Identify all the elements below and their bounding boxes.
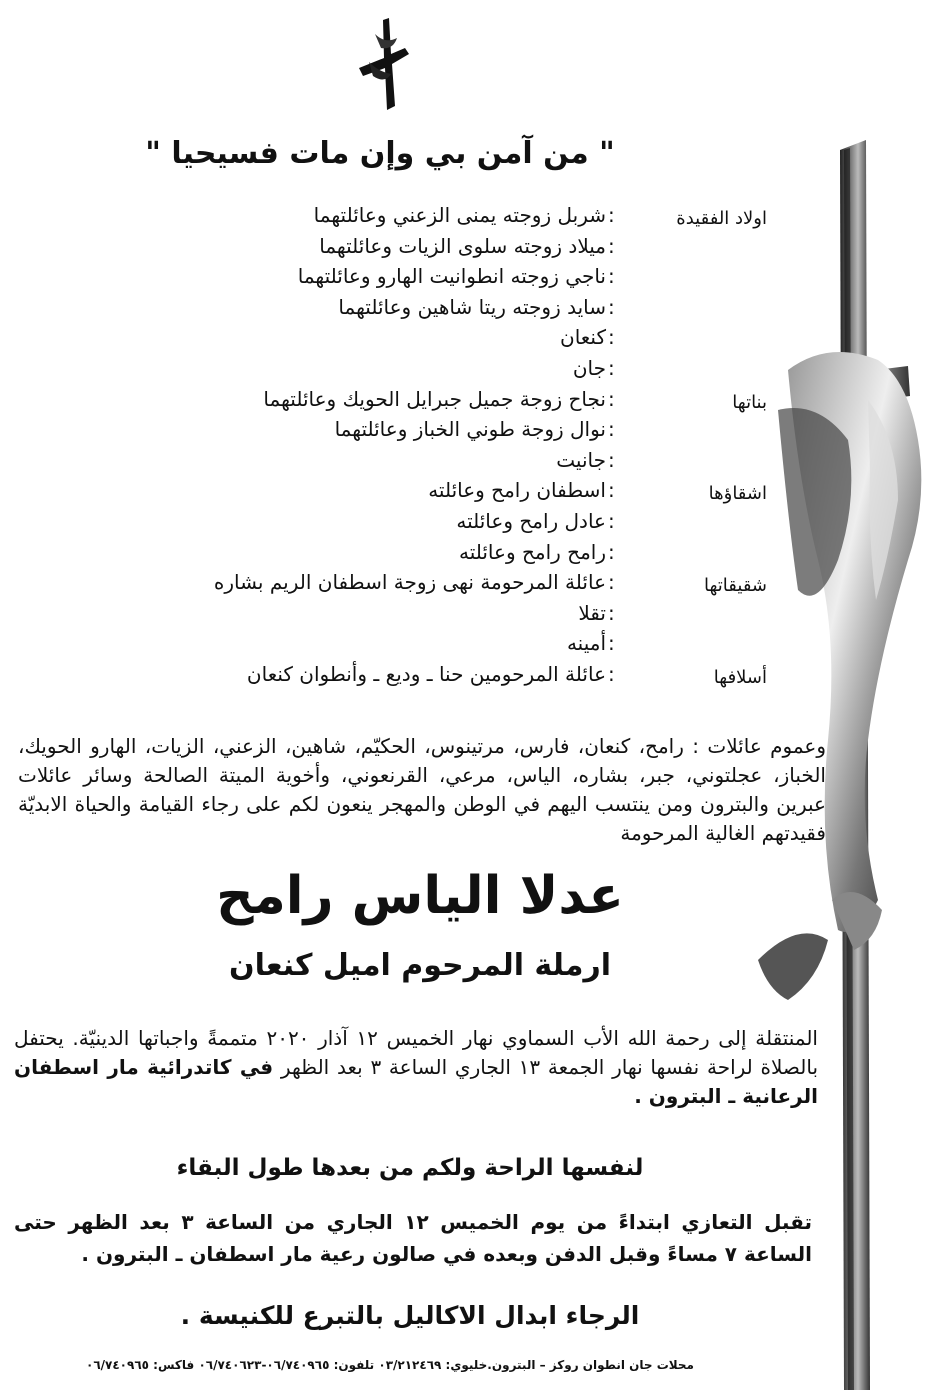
relative-entry: نجاح زوجة جميل جبرايل الحويك وعائلتهما bbox=[263, 386, 606, 411]
relation-label: اولاد الفقيدة bbox=[676, 208, 767, 229]
relation-label: اشقاؤها bbox=[708, 483, 767, 505]
deceased-name: عدلا الياس رامح bbox=[216, 866, 624, 926]
relative-entry: اسطفان رامح وعائلته bbox=[428, 478, 606, 503]
relative-entry: أمينه bbox=[566, 631, 606, 656]
relative-entry: شربل زوجته يمنى الزعني وعائلتهما bbox=[313, 203, 606, 227]
relation-colon: : bbox=[608, 478, 615, 503]
relative-entry: تقلا bbox=[578, 600, 606, 625]
service-place: في كاتدرائية مار اسطفان الرعانية ـ البترون . bbox=[14, 1055, 818, 1108]
relative-entry: رامح رامح وعائلته bbox=[458, 539, 606, 564]
relation-colon: : bbox=[608, 447, 615, 472]
relative-entry: ناجي زوجته انطوانيت الهارو وعائلتهما bbox=[297, 264, 606, 289]
deceased-title: ارملة المرحوم اميل كنعان bbox=[228, 948, 612, 983]
relative-entry: كنعان bbox=[560, 325, 606, 350]
rest-wish: لنفسها الراحة ولكم من بعدها طول البقاء bbox=[176, 1155, 644, 1181]
relative-entry: ميلاد زوجته سلوى الزيات وعائلتهما bbox=[319, 233, 606, 258]
relation-colon: : bbox=[608, 203, 615, 227]
relation-colon: : bbox=[608, 386, 615, 411]
footer-contact: محلات جان انطوان روكز – البترون.خليوي: ٠٣/٢١٢٤٦٩ تلفون: ٠٦/٧٤٠٩٦٥-٠٦/٧٤٠٦٢٣ فاكس: ٠٦/٧٤٠٩٦٥ bbox=[86, 1358, 694, 1372]
families-paragraph: وعموم عائلات : رامح، كنعان، فارس، مرتينوس، الحكيّم، شاهين، الزعني، الزيات، الهارو الحويك، الخباز، عجلتوني، جبر، بشاره، الياس، مرعي، القرنعوني، وأخوية الميتة الصالحة وسائر عائلات عبرين والبترون ومن ينتسب اليهم في الوطن والمهجر ينعون لكم على رجاء القيامة والحياة الابديّة فقيدتهم الغالية المرحومة bbox=[18, 734, 826, 845]
relative-entry: نوال زوجة طوني الخباز وعائلتهما bbox=[334, 417, 606, 442]
verse-heading: " من آمن بي وإن مات فسيحيا " bbox=[145, 136, 615, 171]
relation-colon: : bbox=[608, 600, 615, 625]
relative-entry: عائلة المرحومين حنا ـ وديع ـ وأنطوان كنعان bbox=[246, 662, 606, 686]
relation-colon: : bbox=[608, 509, 615, 533]
service-text: المنتقلة إلى رحمة الله الأب السماوي نهار الخميس ١٢ آذار ٢٠٢٠ متممةً واجباتها الدينيّة. يحتفل بالصلاة لراحة نفسها نهار الجمعة ١٣ الجاري الساعة ٣ بعد الظهر bbox=[14, 1026, 819, 1079]
relation-colon: : bbox=[608, 264, 615, 289]
relation-colon: : bbox=[608, 417, 615, 442]
relation-colon: : bbox=[608, 662, 615, 686]
relative-entry: جان bbox=[572, 356, 606, 380]
relation-colon: : bbox=[608, 539, 615, 564]
relative-entry: عادل رامح وعائلته bbox=[456, 509, 606, 533]
relation-label: أسلافها bbox=[713, 667, 767, 688]
relation-colon: : bbox=[608, 631, 615, 656]
relation-colon: : bbox=[608, 294, 615, 319]
service-paragraph bbox=[14, 1024, 818, 1111]
condolences-paragraph: تقبل التعازي ابتداءً من يوم الخميس ١٢ الجاري من الساعة ٣ بعد الظهر حتى الساعة ٧ مساءً وقبل الدفن وبعده في صالون رعية مار اسطفان ـ البترون . bbox=[14, 1210, 813, 1266]
relation-label: شقيقاتها bbox=[704, 575, 767, 597]
relation-colon: : bbox=[608, 233, 615, 258]
relation-colon: : bbox=[608, 356, 615, 380]
relative-entry: جانيت bbox=[556, 447, 606, 472]
relation-colon: : bbox=[608, 325, 615, 350]
relation-label: بناتها bbox=[732, 391, 767, 413]
donation-request: الرجاء ابدال الاكاليل بالتبرع للكنيسة . bbox=[180, 1301, 640, 1330]
relative-entry: سايد زوجته ريتا شاهين وعائلتهما bbox=[338, 294, 606, 319]
cross-emblem-icon bbox=[345, 14, 425, 114]
relation-colon: : bbox=[608, 570, 615, 595]
relative-entry: عائلة المرحومة نهى زوجة اسطفان الريم بشاره bbox=[213, 570, 606, 595]
